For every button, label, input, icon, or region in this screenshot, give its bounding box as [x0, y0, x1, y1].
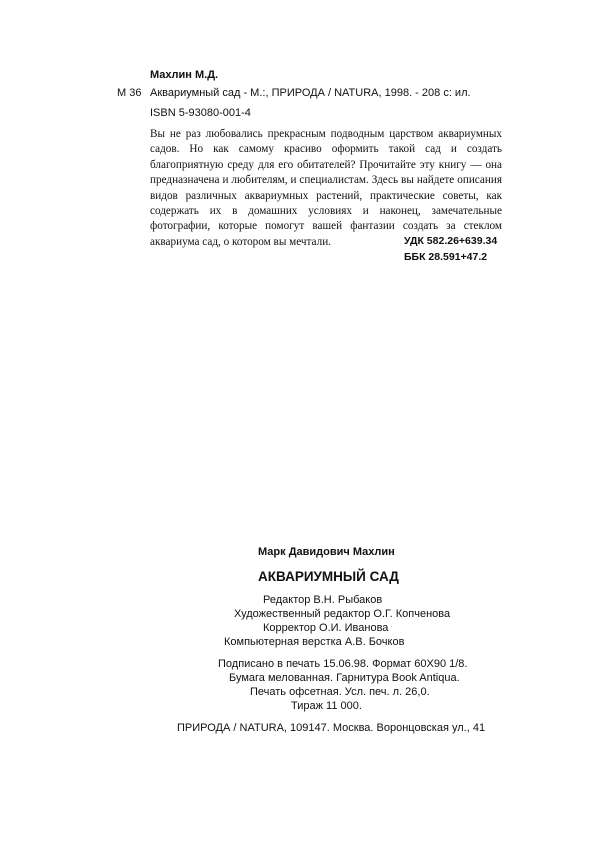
author-name: Махлин М.Д. [150, 69, 219, 81]
isbn: ISBN 5-93080-001-4 [150, 107, 251, 119]
art-editor-line: Художественный редактор О.Г. Копченова [234, 608, 451, 620]
paper-line: Бумага мелованная. Гарнитура Book Antiqua. [229, 672, 460, 684]
book-title: АКВАРИУМНЫЙ САД [258, 569, 399, 584]
bbk-code: ББК 28.591+47.2 [404, 251, 488, 263]
library-code: М 36 [117, 87, 142, 99]
layout-line: Компьютерная верстка А.В. Бочков [224, 636, 405, 648]
publisher-line: ПРИРОДА / NATURA, 109147. Москва. Воронцовская ул., 41 [177, 722, 486, 734]
signed-line: Подписано в печать 15.06.98. Формат 60Х90 1/8. [218, 658, 468, 670]
author-full-name: Марк Давидович Махлин [258, 546, 395, 558]
annotation-paragraph: Вы не раз любовались прекрасным подводным царством аквариумных садов. Но как самому красиво оформить такой сад и создать благоприятную среду для его обитателей? Прочитайте эту книгу — она предназначена и любителям, и специалистам. Здесь вы найдете описания видов различных аквариумных растений, практические советы, как содержать их в домашних условиях и наконец, замечательные фотографии, которые помогут вашей фантазии создать за стеклом аквариума сад, о котором вы мечтали. [150, 128, 502, 248]
printing-line: Печать офсетная. Усл. печ. л. 26,0. [250, 686, 430, 698]
run-line: Тираж 11 000. [291, 700, 362, 712]
editor-line: Редактор В.Н. Рыбаков [263, 594, 383, 606]
bibliographic-citation: Аквариумный сад - М.:, ПРИРОДА / NATURA, 1998. - 208 с: ил. [150, 87, 471, 99]
udk-code: УДК 582.26+639.34 [404, 235, 498, 247]
corrector-line: Корректор О.И. Иванова [263, 622, 389, 634]
